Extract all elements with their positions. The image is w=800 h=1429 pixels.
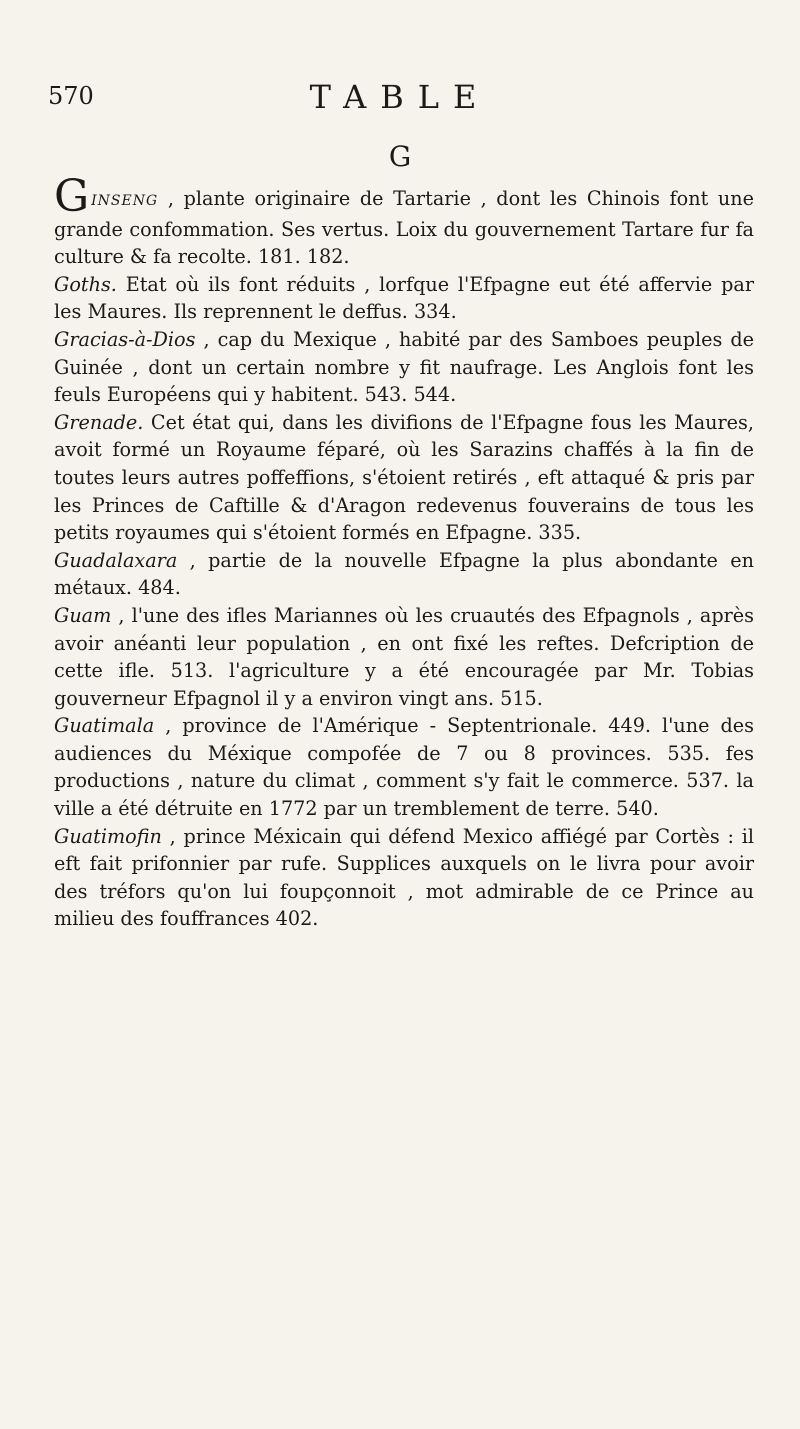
entry-headword: Guatimala [54,714,155,738]
index-entry-ginseng [54,171,754,271]
index-entry-guam [54,602,754,712]
entry-text: , partie de la nouvelle Efpagne la plus abondante en métaux. 484. [54,548,754,600]
entry-headword: Gracias-à-Dios [54,327,196,351]
index-entries [54,171,754,933]
entry-text: , province de l'Amérique - Septentrionale. 449. l'une des audiences du Méxique compofée de 7 ou 8 provinces. 535. fes productions , nature du climat , comment s'y fait le commerce. 537. la ville a été détruite en 1772 par un tremblement de terre. 540. [54,714,754,821]
entry-text: , plante originaire de Tartarie , dont les Chinois font une grande confommation. Ses vertus. Loix du gouvernement Tartare fur fa culture & fa recolte. 181. 182. [54,187,754,269]
drop-cap-initial: G [54,171,90,222]
entry-text: , l'une des ifles Mariannes où les cruautés des Efpagnols , après avoir anéanti leur population , en ont fixé les reftes. Defcription de cette ifle. 513. l'agriculture y a été encouragée par Mr. Tobias gouverneur Efpagnol il y a environ vingt ans. 515. [54,603,754,710]
index-entry-guatimofin [54,823,754,933]
index-entry-grenade [54,409,754,547]
entry-headword: Guadalaxara [54,548,178,572]
page-header [48,78,752,118]
page-number: 570 [48,82,94,110]
section-letter-heading: G [388,140,412,173]
index-entry-guatimala [54,712,754,822]
entry-headword: Guam [54,603,112,627]
entry-text: , cap du Mexique , habité par des Samboes peuples de Guinée , dont un certain nombre y fit naufrage. Les Anglois font les feuls Européens qui y habitent. 543. 544. [54,327,754,407]
index-entry-gracias-a-dios [54,326,754,409]
entry-headword: Guatimofin [54,824,162,848]
index-entry-goths [54,271,754,326]
entry-headword: Goths. [54,272,117,296]
entry-headword: Grenade. [54,410,144,434]
entry-text: Cet état qui, dans les divifions de l'Efpagne fous les Maures, avoit formé un Royaume féparé, où les Sarazins chaffés à la fin de toutes leurs autres poffeffions, s'étoient retirés , eft attaqué & pris par les Princes de Caftille & d'Aragon redevenus fouverains de tous les petits royaumes qui s'étoient formés en Efpagne. 335. [54,410,754,545]
entry-headword: INSENG [91,193,159,209]
entry-text: Etat où ils font réduits , lorfque l'Efpagne eut été affervie par les Maures. Ils reprennent le deffus. 334. [54,272,754,324]
running-title: TABLE [309,78,491,116]
entry-text: , prince Méxicain qui défend Mexico affiégé par Cortès : il eft fait prifonnier par rufe. Supplices auxquels on le livra pour avoir des tréfors qu'on lui foupçonnoit , mot admirable de ce Prince au milieu des fouffrances 402. [54,824,754,931]
index-entry-guadalaxara [54,547,754,602]
